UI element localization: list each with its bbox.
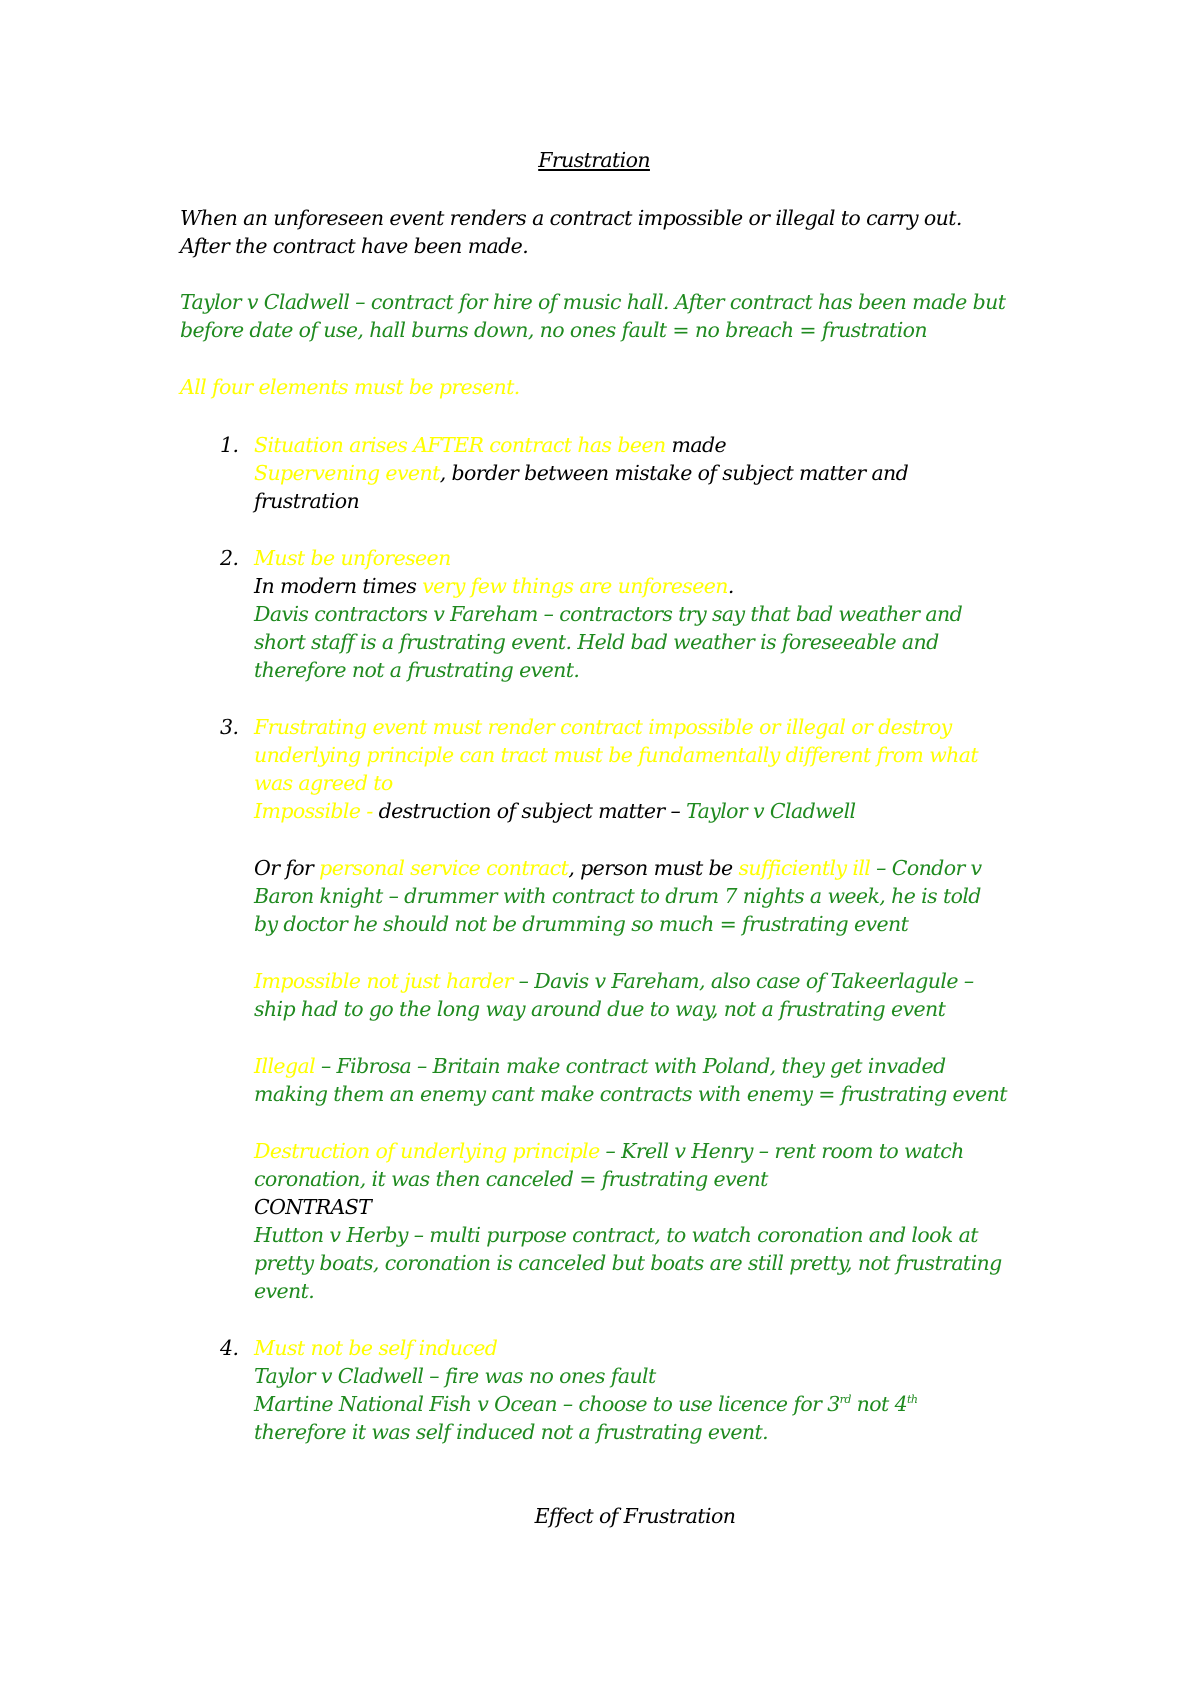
item-1-line-2: Supervening event, border between mistake of subject matter and: [254, 461, 909, 485]
item-2-line-5: therefore not a frustrating event.: [254, 658, 580, 682]
item-3-personal-service-1: Or for personal service contract, person must be sufficiently ill – Condor v: [254, 856, 982, 880]
item-3-illegal-1: Illegal – Fibrosa – Britain make contract with Poland, they get invaded: [254, 1054, 946, 1078]
effect-of-frustration-heading: Effect of Frustration: [534, 1504, 736, 1528]
item-3-not-harder-1: Impossible not just harder – Davis v Fareham, also case of Takeerlagule –: [254, 969, 974, 993]
item-2-line-2: In modern times very few things are unforeseen.: [254, 574, 734, 598]
item-2-line-4: short staff is a frustrating event. Held bad weather is foreseeable and: [254, 630, 939, 654]
item-3-number: 3.: [220, 715, 239, 739]
item-3-not-harder-2: ship had to go the long way around due to way, not a frustrating event: [254, 997, 946, 1021]
item-2-heading: Must be unforeseen: [254, 546, 451, 570]
item-2-line-3: Davis contractors v Fareham – contractors try say that bad weather and: [254, 602, 963, 626]
item-3-hutton-3: event.: [254, 1279, 315, 1303]
item-1-line-3: frustration: [254, 489, 360, 513]
item-4-number: 4.: [220, 1336, 239, 1360]
item-3-heading-3: was agreed to: [254, 771, 393, 795]
item-2-number: 2.: [220, 546, 239, 570]
intro-line-1: When an unforeseen event renders a contract impossible or illegal to carry out.: [180, 206, 962, 230]
item-3-heading-1: Frustrating event must render contract impossible or illegal or destroy: [254, 715, 952, 739]
item-3-illegal-2: making them an enemy cant make contracts with enemy = frustrating event: [254, 1082, 1007, 1106]
item-3-personal-service-2: Baron knight – drummer with contract to drum 7 nights a week, he is told: [254, 884, 981, 908]
item-4-line-3: Martine National Fish v Ocean – choose to use licence for 3rd not 4th: [254, 1392, 918, 1416]
item-3-personal-service-3: by doctor he should not be drumming so much = frustrating event: [254, 912, 909, 936]
item-3-contrast: CONTRAST: [254, 1195, 372, 1219]
item-1-number: 1.: [220, 433, 239, 457]
item-4-line-4: therefore it was self induced not a frustrating event.: [254, 1420, 769, 1444]
item-4-line-2: Taylor v Cladwell – fire was no ones fault: [254, 1364, 656, 1388]
intro-line-2: After the contract have been made.: [180, 234, 529, 258]
taylor-line-2: before date of use, hall burns down, no ones fault = no breach = frustration: [180, 318, 927, 342]
item-1-line-1: Situation arises AFTER contract has been made: [254, 433, 727, 457]
taylor-line-1: Taylor v Cladwell – contract for hire of music hall. After contract has been made but: [180, 290, 1006, 314]
elements-intro: All four elements must be present.: [180, 375, 520, 399]
item-3-impossible: Impossible - destruction of subject matter – Taylor v Cladwell: [254, 799, 856, 823]
item-4-heading: Must not be self induced: [254, 1336, 498, 1360]
item-3-underlying-1: Destruction of underlying principle – Krell v Henry – rent room to watch: [254, 1139, 964, 1163]
item-3-hutton-1: Hutton v Herby – multi purpose contract, to watch coronation and look at: [254, 1223, 978, 1247]
item-3-underlying-2: coronation, it was then canceled = frustrating event: [254, 1167, 768, 1191]
page-title: Frustration: [538, 148, 650, 172]
item-3-hutton-2: pretty boats, coronation is canceled but boats are still pretty, not frustrating: [254, 1251, 1002, 1275]
item-3-heading-2: underlying principle can tract must be fundamentally different from what: [254, 743, 978, 767]
